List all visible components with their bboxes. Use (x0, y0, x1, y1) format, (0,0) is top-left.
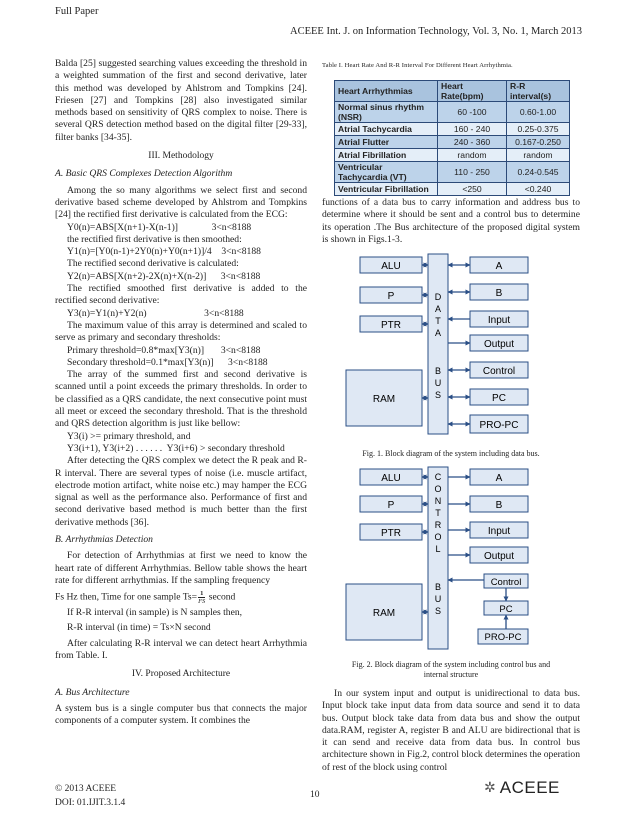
bus-letter: O (434, 484, 442, 494)
table-cell: 60 -100 (438, 102, 507, 123)
bus-letter: A (434, 304, 442, 314)
paragraph: Among the so many algorithms we select first and second derivative based scheme developed by Ahlstrom and Tompkins [24] the rectified first derivative is calculated from the ECG: (55, 184, 307, 221)
table-header-row (335, 81, 570, 102)
control-bus (428, 467, 448, 649)
equation: Y0(n)=ABS[X(n+1)-X(n-1)] 3<n<8188 (67, 221, 252, 233)
table-cell: 0.24-0.545 (507, 162, 570, 183)
figure-1-caption: Fig. 1. Block diagram of the system including data bus. (362, 449, 540, 458)
table-row (335, 123, 570, 136)
figure-2-diagram (338, 466, 578, 652)
subsection-heading: A. Bus Architecture (55, 686, 130, 698)
bus-letter: L (435, 544, 441, 554)
table-row (335, 102, 570, 123)
copyright: © 2013 ACEEE (55, 784, 117, 794)
page-number: 10 (310, 790, 320, 800)
paragraph: functions of a data bus to carry information and address bus to determine where it should be sent and a control bus to determine its operation .The Bus architecture of the proposed digital system is shown in Figs.1-3. (322, 197, 580, 245)
table-cell: 0.167-0.250 (507, 136, 570, 149)
paragraph: The array of the summed first and second derivative is scanned until a point exceeds the primary thresholds. In order to be classified as a QRS candidate, the next consecutive point must all meet or exceed the secondary threshold. That is the threshold and QRS detection algorithm is just like bellow: (55, 369, 307, 430)
table-header: Heart Rate(bpm) (438, 81, 507, 102)
text-line: If R-R interval (in sample) is N samples then, (67, 607, 243, 619)
journal-title: ACEEE Int. J. on Information Technology, Vol. 3, No. 1, March 2013 (290, 26, 582, 37)
alu-label: ALU (381, 261, 401, 272)
table-row (335, 183, 570, 196)
output-label: Output (483, 339, 515, 350)
aceee-logo (484, 778, 560, 800)
right-paragraph-1 (322, 197, 580, 246)
subsection-heading: B. Arrhythmias Detection (55, 533, 153, 545)
equation: Y2(n)=ABS[X(n+2)-2X(n)+X(n-2)] 3<n<8188 (67, 270, 261, 282)
control-label: Control (490, 577, 522, 588)
table-cell: 0.60-1.00 (507, 102, 570, 123)
logo-text: ACEEE (499, 778, 560, 797)
data-bus (428, 254, 448, 434)
a-label: A (495, 473, 503, 484)
paragraph: In our system input and output is unidirectional to data bus. Input block take input data from data source and send it to data bus. Output block take data from data bus and show the output data.RAM, register A, register B and ALU are bidirectional that is it can send and receive data from data bus. In control bus architecture shown in Fig.2, control block determines the operation of rest of the block using control (322, 688, 580, 773)
bus-letter: B (434, 582, 442, 592)
paragraph: The rectified smoothed first derivative is added to the rectified second derivative: (55, 283, 307, 307)
bus-letter: C (434, 472, 442, 482)
bus-letter: T (435, 316, 441, 326)
paragraph: After detecting the QRS complex we detect the R peak and R-R interval. There are several types of noise (i.e. muscle artifact, electrode motion artifact, white noise etc.) may hamper the ECG signal as well as the performance also. Performance of first and second derivative based method is much better than the first derivative methods [36]. (55, 455, 307, 528)
caption-line: Fig. 2. Block diagram of the system including control bus and (351, 660, 551, 669)
paragraph: A system bus is a single computer bus that connects the major components of a computer system. It combines the (55, 702, 307, 727)
paragraph: Balda [25] suggested searching values exceeding the threshold in a weighted summation of the first and second derivative, later this method was developed by Ahlstrom and Tompkins [24]. Friesen [27] and Tompkins [28] also investigated similar methods based on sensitivity of QRS complex to noise. There is several QRS detection method based on the digital filter [29-33], filter banks [34-35]. (55, 58, 307, 143)
subsection-heading: A. Basic QRS Complexes Detection Algorithm (55, 168, 233, 180)
equation: Y3(n)=Y1(n)+Y2(n) 3<n<8188 (67, 307, 244, 319)
equation: Primary threshold=0.8*max[Y3(n)] 3<n<8188 (67, 344, 261, 356)
pc-label: PC (492, 393, 506, 404)
header-label: Full Paper (55, 6, 99, 17)
equation: Y3(i) >= primary threshold, and (67, 430, 191, 442)
arrhythmia-table (334, 80, 570, 196)
table-caption: Table I. Heart Rate And R-R Interval For Different Heart Arrhythmia. (322, 62, 513, 69)
bus-letter: D (434, 292, 442, 302)
ptr-label: PTR (381, 320, 401, 331)
section-heading-architecture: IV. Proposed Architecture (131, 669, 231, 680)
formula-text: Fs Hz then, Time for one sample Ts= (55, 591, 198, 603)
bus-letter: U (434, 594, 442, 604)
bus-letter: S (434, 606, 442, 616)
table-cell: <250 (438, 183, 507, 196)
table-cell: 240 - 360 (438, 136, 507, 149)
text-line: the rectified first derivative is then smoothed: (67, 233, 242, 245)
equation: Y1(n)=[Y0(n-1)+2Y0(n)+Y0(n+1)]/4 3<n<8188 (67, 246, 261, 258)
a-label: A (495, 261, 503, 272)
bus-letter: S (434, 390, 442, 400)
fraction-denominator: FS (198, 598, 206, 606)
bus-letter: B (434, 366, 442, 376)
figure-1-diagram (338, 252, 578, 440)
ram-label: RAM (372, 394, 396, 405)
paragraph: For detection of Arrhythmias at first we need to know the heart rate of different Arrhythmias. Bellow table shows the heart rate for different arrhythmias. If the sampling frequency (55, 550, 307, 586)
table-cell: Atrial Tachycardia (335, 123, 438, 136)
paragraph: The maximum value of this array is determined and scaled to serve as primary and secondary thresholds: (55, 319, 307, 344)
ptr-label: PTR (381, 528, 401, 539)
left-column (55, 58, 307, 728)
bus-letter: O (434, 532, 442, 542)
equation: Secondary threshold=0.1*max[Y3(n)] 3<n<8188 (67, 356, 268, 368)
fraction-numerator: 1 (200, 590, 204, 598)
control-label: Control (482, 366, 516, 377)
logo-mark-icon: ✲ (484, 780, 496, 796)
bus-letter: N (434, 496, 442, 506)
doi: DOI: 01.IJIT.3.1.4 (55, 798, 126, 808)
text-line: The rectified second derivative is calculated: (67, 258, 239, 270)
p-label: P (387, 500, 395, 511)
formula-text: second (208, 591, 236, 603)
table-cell: Ventricular Tachycardia (VT) (335, 162, 438, 183)
formula-line (55, 590, 307, 605)
table-cell: 110 - 250 (438, 162, 507, 183)
section-heading-methodology: III. Methodology (148, 151, 214, 162)
table-cell: random (507, 149, 570, 162)
p-label: P (387, 291, 395, 302)
ram-label: RAM (372, 608, 396, 619)
table-row (335, 162, 570, 183)
fraction (198, 590, 205, 605)
table-header: Heart Arrhythmias (335, 81, 438, 102)
b-label: B (495, 500, 503, 511)
figure-2-caption (322, 660, 580, 680)
table-cell: Normal sinus rhythm (NSR) (335, 102, 438, 123)
table-cell: Atrial Fibrillation (335, 149, 438, 162)
table-row (335, 136, 570, 149)
bus-letter: A (434, 328, 442, 338)
bus-letter: R (434, 520, 442, 530)
bus-letter: U (434, 378, 442, 388)
equation: Y3(i+1), Y3(i+2) . . . . . . Y3(i+6) > secondary threshold (67, 442, 285, 454)
right-paragraph-2 (322, 688, 580, 774)
pc-label: PC (499, 604, 513, 615)
pro-pc-label: PRO-PC (479, 420, 519, 431)
paragraph: After calculating R-R interval we can detect heart Arrhythmia from Table. I. (55, 637, 307, 662)
table-row (335, 149, 570, 162)
alu-label: ALU (381, 473, 401, 484)
table-cell: Atrial Flutter (335, 136, 438, 149)
caption-line: internal structure (423, 670, 479, 679)
arrhythmia-table-wrap (334, 80, 570, 196)
table-cell: random (438, 149, 507, 162)
input-label: Input (487, 315, 511, 326)
table-cell: <0.240 (507, 183, 570, 196)
output-label: Output (483, 551, 515, 562)
bus-letter: T (435, 508, 441, 518)
b-label: B (495, 288, 503, 299)
table-cell: 0.25-0.375 (507, 123, 570, 136)
pro-pc-label: PRO-PC (484, 632, 522, 643)
table-header: R-R interval(s) (507, 81, 570, 102)
text-line: R-R interval (in time) = Ts×N second (67, 622, 211, 634)
table-cell: Ventricular Fibrillation (335, 183, 438, 196)
table-cell: 160 - 240 (438, 123, 507, 136)
input-label: Input (487, 526, 511, 537)
